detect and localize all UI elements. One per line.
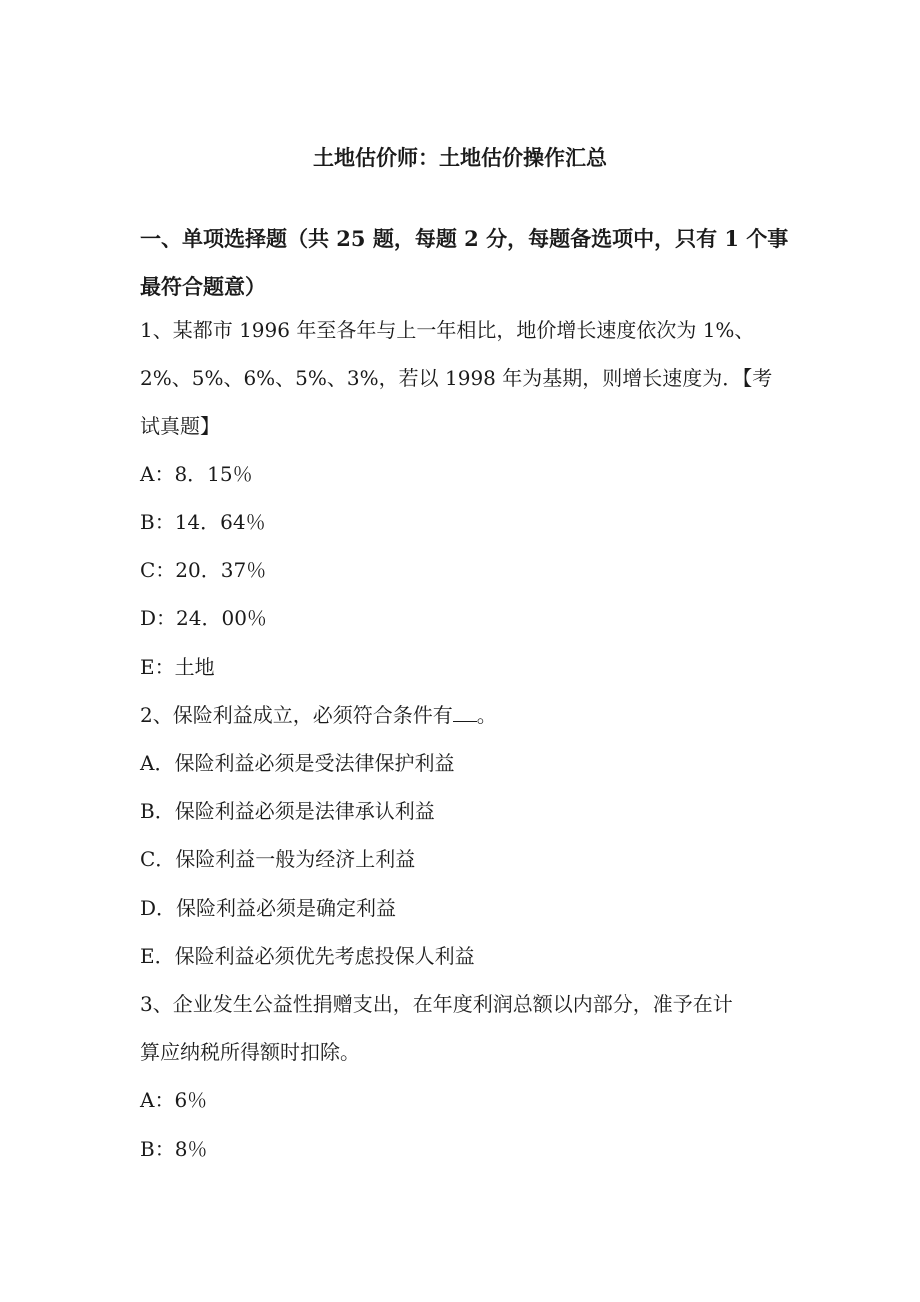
question-2-option-b: B．保险利益必须是法律承认利益 xyxy=(140,799,435,823)
question-1-option-a: A：8．15％ xyxy=(140,462,253,486)
question-1-stem-line-3: 试真题】 xyxy=(140,414,220,438)
section-heading-line-1: 一、单项选择题（共 25 题，每题 2 分，每题备选项中，只有 1 个事 xyxy=(140,226,789,251)
question-2-option-d: D．保险利益必须是确定利益 xyxy=(140,896,397,920)
section-heading-line-2: 最符合题意） xyxy=(140,274,266,299)
question-3-stem-line-1: 3、企业发生公益性捐赠支出，在年度利润总额以内部分，准予在计 xyxy=(140,992,733,1016)
question-3-option-a: A：6％ xyxy=(140,1088,208,1112)
section-heading xyxy=(140,215,790,311)
question-3-option-b: B：8％ xyxy=(140,1137,208,1161)
question-1-option-c: C：20．37％ xyxy=(140,558,267,582)
question-2-stem xyxy=(140,700,800,730)
question-2-stem-end: 。 xyxy=(476,703,497,727)
question-1-stem-line-2: 2%、5%、6%、5%、3%，若以 1998 年为基期，则增长速度为．【考 xyxy=(140,366,773,390)
question-1-option-e: E：土地 xyxy=(140,655,215,679)
question-1-option-d: D：24．00％ xyxy=(140,606,267,630)
answer-blank xyxy=(453,703,477,722)
question-2-stem-text: 2、保险利益成立，必须符合条件有 xyxy=(140,703,453,727)
document-title: 土地估价师：土地估价操作汇总 xyxy=(313,145,607,170)
question-2-option-c: C．保险利益一般为经济上利益 xyxy=(140,847,416,871)
question-1-stem-line-1: 1、某都市 1996 年至各年与上一年相比，地价增长速度依次为 1%、 xyxy=(140,318,755,342)
question-2-option-e: E．保险利益必须优先考虑投保人利益 xyxy=(140,944,475,968)
question-1-option-b: B：14．64％ xyxy=(140,510,266,534)
question-2-option-a: A．保险利益必须是受法律保护利益 xyxy=(140,751,455,775)
question-3-stem-line-2: 算应纳税所得额时扣除。 xyxy=(140,1040,360,1064)
